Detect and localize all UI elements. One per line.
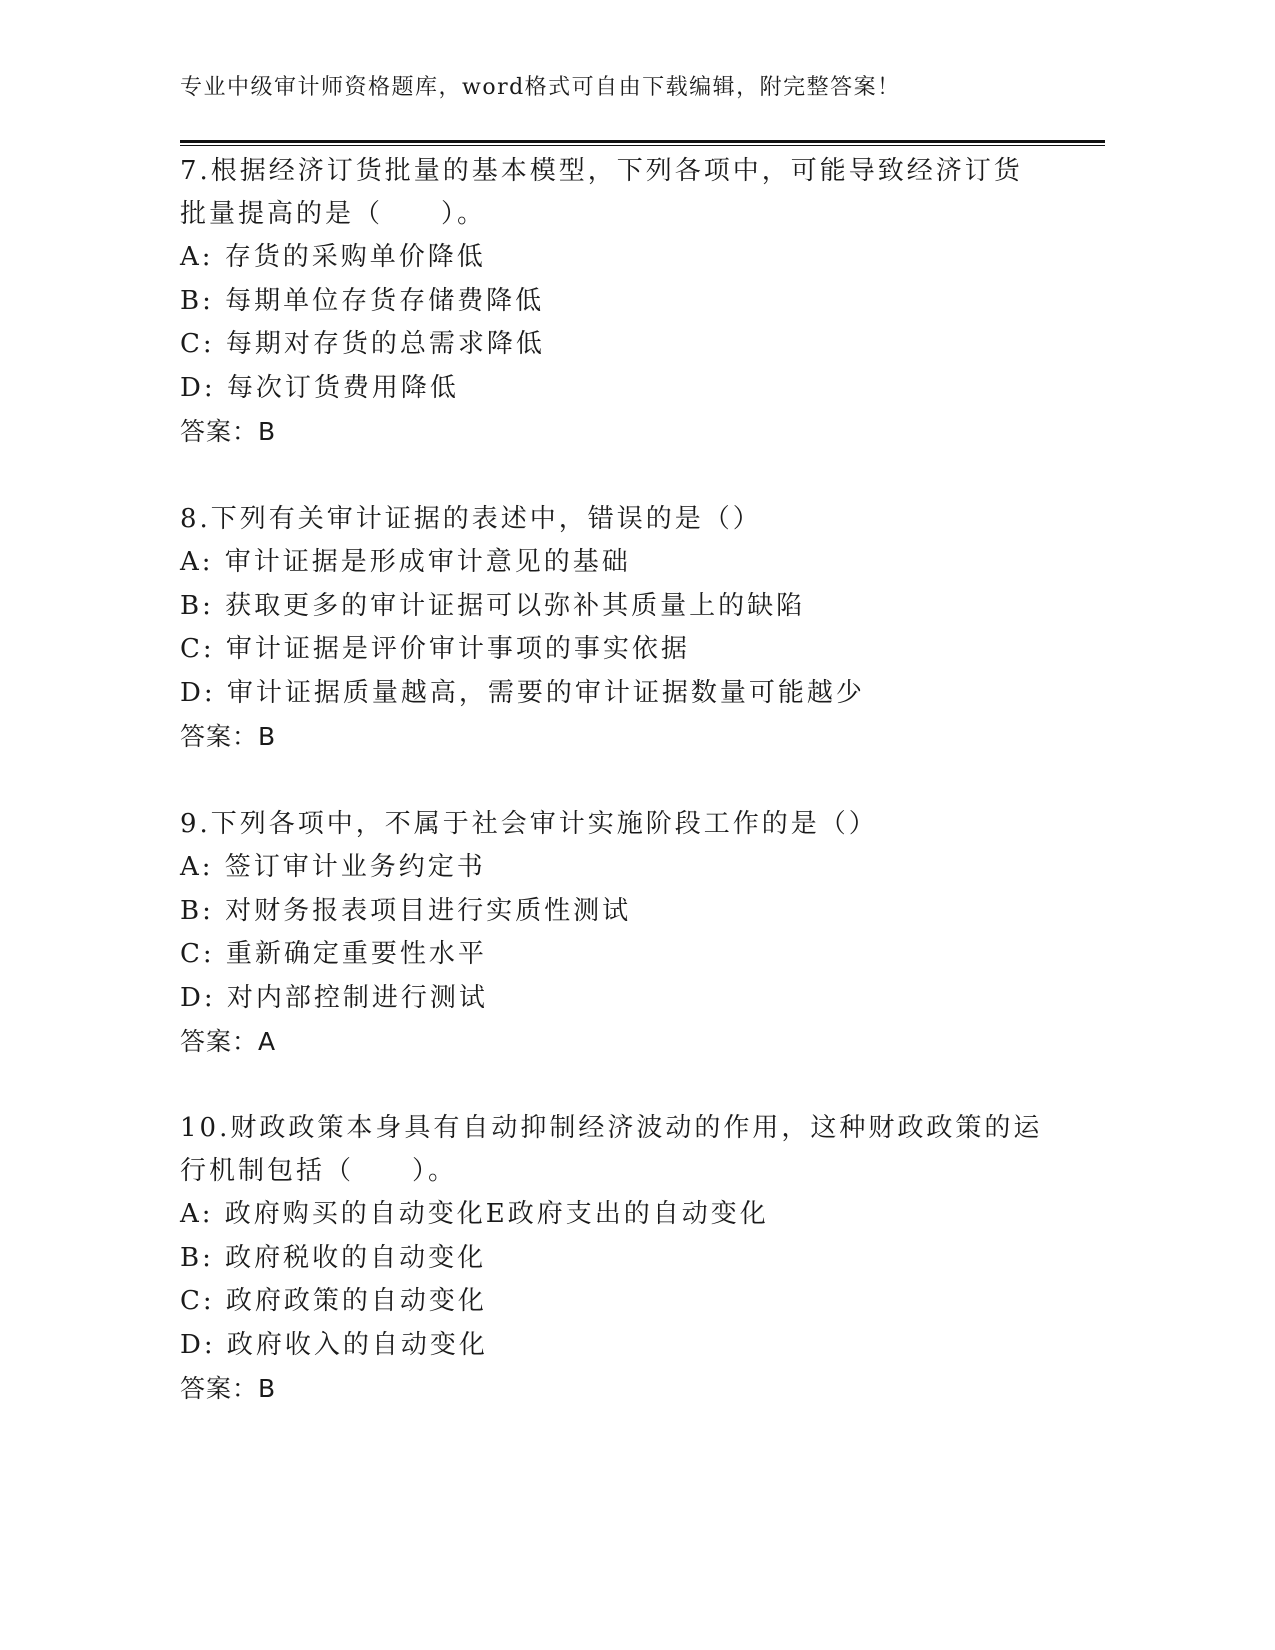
option-c: C: 每期对存货的总需求降低 — [180, 329, 545, 359]
answer: 答案：B — [180, 1374, 277, 1403]
option-d: D: 政府收入的自动变化 — [180, 1329, 488, 1360]
question-stem: 8.下列有关审计证据的表述中，错误的是（） — [180, 504, 762, 534]
option-b: B: 获取更多的审计证据可以弥补其质量上的缺陷 — [180, 590, 806, 621]
option-a: A: 存货的采购单价降低 — [180, 242, 486, 272]
page-header-text: 专业中级审计师资格题库，word格式可自由下载编辑，附完整答案！ — [180, 75, 901, 100]
question-9 — [180, 803, 1050, 1064]
option-b: B: 每期单位存货存储费降低 — [180, 285, 545, 316]
option-d: D: 审计证据质量越高，需要的审计证据数量可能越少 — [180, 677, 865, 708]
option-b: B: 对财务报表项目进行实质性测试 — [180, 895, 632, 926]
answer: 答案：B — [180, 722, 277, 751]
question-stem: 9.下列各项中，不属于社会审计实施阶段工作的是（） — [180, 809, 878, 839]
option-c: C: 审计证据是评价审计事项的事实依据 — [180, 634, 690, 664]
answer: 答案：A — [180, 1027, 277, 1056]
header-divider-thin — [180, 145, 1105, 146]
option-a: A: 审计证据是形成审计意见的基础 — [180, 547, 631, 577]
option-a: A: 政府购买的自动变化E政府支出的自动变化 — [180, 1199, 769, 1229]
option-a: A: 签订审计业务约定书 — [180, 852, 486, 882]
option-d: D: 对内部控制进行测试 — [180, 982, 488, 1013]
question-10 — [180, 1107, 1050, 1411]
question-7 — [180, 150, 1050, 454]
option-c: C: 重新确定重要性水平 — [180, 939, 487, 969]
option-d: D: 每次订货费用降低 — [180, 372, 459, 403]
header-divider — [180, 140, 1105, 146]
question-8 — [180, 498, 1050, 759]
question-stem: 7.根据经济订货批量的基本模型，下列各项中，可能导致经济订货批量提高的是（ ）。 — [180, 156, 1023, 229]
header-divider-thick — [180, 140, 1105, 143]
option-c: C: 政府政策的自动变化 — [180, 1286, 487, 1316]
question-stem: 10.财政政策本身具有自动抑制经济波动的作用，这种财政政策的运行机制包括（ ）。 — [180, 1113, 1043, 1186]
option-b: B: 政府税收的自动变化 — [180, 1242, 487, 1273]
answer: 答案：B — [180, 417, 277, 446]
